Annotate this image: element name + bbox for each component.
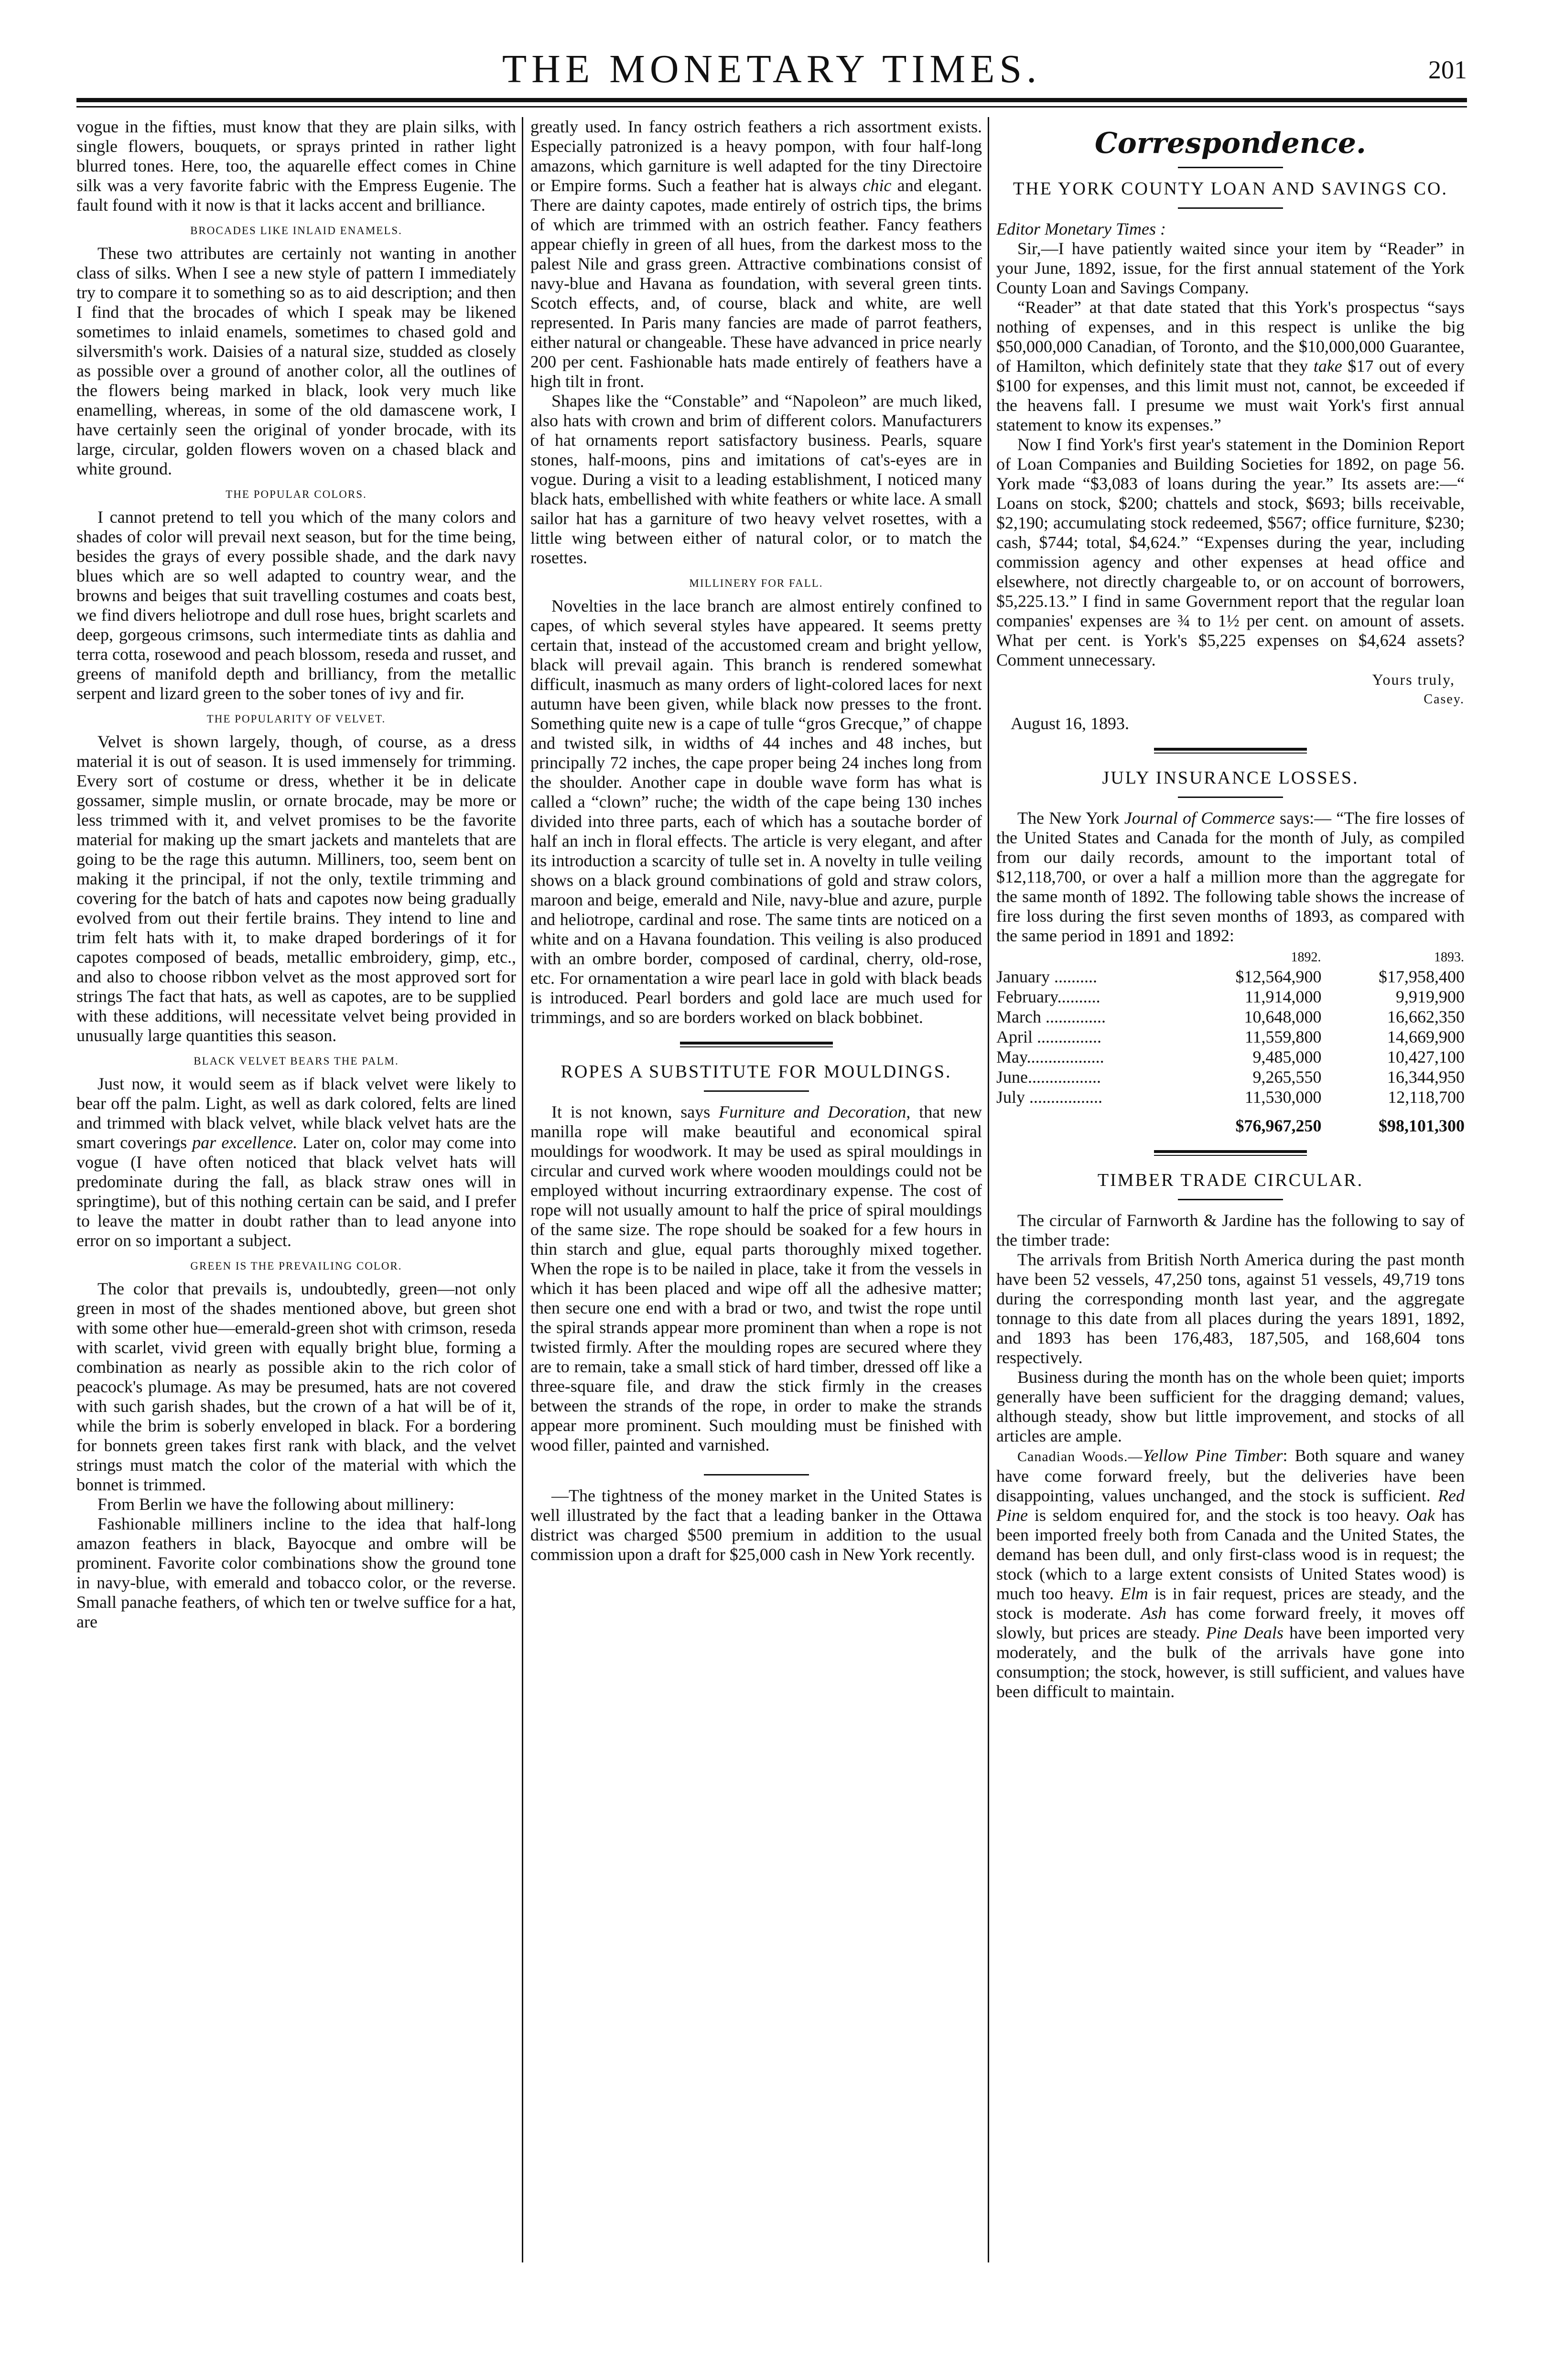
short-rule — [704, 1474, 809, 1475]
italic-run: take — [1313, 356, 1342, 376]
column-3 — [996, 117, 1465, 2361]
italic-run: Red Pine — [996, 1486, 1465, 1525]
correspondence-title: Correspondence. — [1095, 127, 1366, 160]
editor-line: Editor Monetary Times : — [996, 219, 1166, 238]
month-cell: March .............. — [996, 1007, 1106, 1026]
col3-paragraph: Business during the month has on the whole been quiet; imports generally have been sufficient for the dragging demand; values, although steady, show but little improvement, and stocks of all articles are ample. — [996, 1368, 1465, 1445]
col1-paragraph: The color that prevails is, undoubtedly, green—not only green in most of the shades mentioned above, but green shot with some other hue—emerald-green shot with crimson, reseda with scarlet, vivid green with equally bright blue, forming a combination as nearly as possible akin to the rich color of peacock's plumage. As may be presumed, hats are not covered with such garish shades, but the crown of a hat will be of it, while the brim is soberly enveloped in black. For a bordering for bonnets green takes first rank with black, and the velvet strings must match the color of the material with which the bonnet is trimmed. — [76, 1279, 516, 1494]
col2-paragraph: Novelties in the lace branch are almost entirely confined to capes, of which several styles have appeared. It seems pretty certain that, instead of the accustomed cream and bright yellow, black will prevail again. This branch is rendered somewhat difficult, inasmuch as many orders of light-colored laces for next autumn have been given, while black now presses to the front. Something quite new is a cape of tulle “gros Grecque,” of chappe and twisted silk, in widths of 44 inches and 48 inches, but principally 72 inches, the cape proper being 24 inches long from the shoulder. Another cape in double wave form has what is called a “clown” ruche; the width of the cape being 130 inches divided into three parts, each of which has a soutache border of half an inch in floral effects. The article is very elegant, and after its introduction a scarcity of tulle set in. A novelty in tulle veiling shows on a black ground combinations of gold and straw colors, maroon and beige, emerald and Nile, navy-blue and azure, purple and heliotrope, cardinal and rose. The same tints are noticed on a white and on a Havana foundation. This veiling is also produced with an ombre border, composed of cardinal, cherry, old-rose, etc. For ornamentation a wire pearl lace in gold with black beads is introduced. Pearl borders and gold lace are much used for trimmings, and so are borders worked on black bobbinet. — [530, 596, 982, 1027]
masthead — [76, 45, 1467, 93]
text-run: says:— “The fire losses of the United States and Canada for the month of July, as compiled from our daily records, amount to the important total of $12,118,700, or over a half a million more than the aggregate for the same month of 1892. The following table shows the increase of fire loss during the first seven months of 1893, as compared with the same period in 1891 and 1892: — [996, 808, 1465, 945]
italic-run: Oak — [1406, 1506, 1435, 1525]
amount-cell: $12,564,900 — [1235, 967, 1322, 986]
italic-run: Furniture and Decoration — [719, 1102, 906, 1121]
amount-cell: 9,265,550 — [1252, 1067, 1322, 1087]
table-row — [996, 1027, 1465, 1047]
italic-run: Pine Deals — [1206, 1623, 1283, 1642]
col3-paragraph — [996, 808, 1465, 946]
heading-ropes: ROPES A SUBSTITUTE FOR MOULDINGS. — [561, 1062, 952, 1082]
col2-paragraph — [530, 117, 982, 391]
amount-cell: $17,958,400 — [1379, 967, 1465, 986]
italic-run: Journal of Commerce — [1124, 808, 1275, 828]
table-total-row — [996, 1107, 1465, 1136]
table-row — [996, 967, 1465, 987]
column-divider-1 — [522, 117, 523, 2262]
subheading-black-velvet: BLACK VELVET BEARS THE PALM. — [194, 1055, 399, 1067]
col2-paragraph — [530, 1102, 982, 1455]
italic-run: Elm — [1120, 1584, 1148, 1603]
table-header — [996, 948, 1178, 967]
short-rule — [1178, 1199, 1283, 1200]
col1-paragraph: vogue in the fifties, must know that they are plain silks, with single flowers, bouquets, or sprays printed in rather light blurred tones. Here, too, the aquarelle effect comes in Chine silk was a very favorite fabric with the Empress Eugenie. The fault found with it now is that it lacks accent and brilliance. — [76, 117, 516, 215]
amount-cell: 11,914,000 — [1244, 987, 1322, 1006]
amount-cell: 16,344,950 — [1387, 1067, 1465, 1087]
col3-paragraph: Sir,—I have patiently waited since your item by “Reader” in your June, 1892, issue, for the first annual statement of the York County Loan and Savings Company. — [996, 239, 1465, 297]
short-rule — [1178, 797, 1283, 798]
table-row — [996, 1007, 1465, 1027]
total-cell: $98,101,300 — [1379, 1116, 1465, 1135]
short-rule — [1178, 207, 1283, 209]
italic-run: chic — [863, 176, 892, 195]
italic-run: Yellow Pine Timber — [1143, 1446, 1283, 1465]
text-run: is seldom enquired for, and the stock is too heavy. — [1027, 1506, 1407, 1525]
table-row — [996, 1047, 1465, 1067]
col1-paragraph: From Berlin we have the following about millinery: — [97, 1495, 454, 1514]
col3-paragraph — [996, 1446, 1465, 1702]
table-header: 1892. — [1291, 950, 1321, 965]
text-run: , that new manilla rope will make beautiful and economical spiral mouldings for woodwork. It may be used as spiral mouldings in circular and curved work where wooden mouldings could not be employed without incurring extraordinary expense. The cost of rope will not usually amount to half the price of spiral mouldings of the same size. The rope should be soaked for a few hours in thin starch and glue, equal parts thoroughly mixed together. When the rope is to be nailed in place, take it from the vessels in which it has been placed and wipe off all the adhesive matter; then secure one end with a brad or two, and twist the rope until the spiral strands appear more prominent than when a rope is not twisted firmly. After the moulding ropes are secured where they are to remain, take a small stick of hard timber, dressed off like a three-square file, and draw the stick firmly in the creases between the strands of the rope, in order to make the strands appear more prominent. Such moulding must be finished with wood filler, painted and varnished. — [530, 1102, 982, 1454]
month-cell: February.......... — [996, 987, 1100, 1006]
amount-cell: 10,427,100 — [1387, 1047, 1465, 1066]
subheading-velvet: THE POPULARITY OF VELVET. — [206, 713, 386, 725]
text-run: has come forward freely, it moves off slowly, but prices are steady. — [996, 1604, 1465, 1642]
subheading-green: GREEN IS THE PREVAILING COLOR. — [190, 1260, 402, 1272]
col3-paragraph: Now I find York's first year's statement in the Dominion Report of Loan Companies and Building Societies for 1892, on page 56. York made “$3,083 of loans during the year.” Its assets are:—“ Loans on stock, $200; chattels and stock, $693; bills receivable, $2,190; accumulating stock redeemed, $567; office furniture, $230; cash, $744; total, $4,624.” “Expenses during the year, including commission agency and other expenses at head office and elsewhere, not directly chargeable to, or on account of borrowers, $5,225.13.” I find in same Government report that the regular loan companies' expenses are ¾ to 1½ per cent. on amount of assets. What per cent. is York's $5,225 expenses on $4,624 assets? Comment unnecessary. — [996, 435, 1465, 669]
col1-paragraph — [76, 1074, 516, 1250]
col2-paragraph: Shapes like the “Constable” and “Napoleon” are much liked, also hats with crown and brim of different colors. Manufacturers of hat ornaments report satisfactory business. Pearls, square stones, half-moons, pins and imitations of cat's-eyes are in vogue. During a visit to a leading establishment, I noticed many black hats, embellished with white feathers or white lace. A small sailor hat has a garniture of two heavy velvet rosettes, with a little wing between either of natural color, or to match the rosettes. — [530, 391, 982, 567]
table-row — [996, 987, 1465, 1007]
amount-cell: 11,559,800 — [1244, 1027, 1322, 1046]
text-run: The New York — [1017, 808, 1124, 828]
text-run: is in fair request, prices are steady, and the stock is moderate. — [996, 1584, 1465, 1623]
text-run: It is not known, says — [551, 1102, 719, 1121]
text-run: Just now, it would seem as if black velvet were likely to bear off the palm. Light, as well as dark colored, felts are lined and trimmed with black velvet, while black velvet hats are the smart coverings — [76, 1074, 516, 1152]
amount-cell: 12,118,700 — [1388, 1088, 1465, 1107]
italic-run: par excellence. — [192, 1133, 298, 1152]
subheading-popular-colors: THE POPULAR COLORS. — [226, 488, 367, 500]
text-run: : Both square and waney have come forward freely, but the deliveries have been disappointing, values unchanged, and the stock is sufficient. — [996, 1446, 1465, 1505]
short-rule — [1178, 167, 1283, 168]
short-rule — [704, 1090, 809, 1092]
month-cell: April ............... — [996, 1027, 1101, 1046]
amount-cell: 16,662,350 — [1387, 1007, 1465, 1026]
text-run: Later on, color may come into vogue (I have often noticed that black velvet hats will predominate during the fall, as black straw ones will in springtime), but of this nothing certain can be said, and I prefer to leave the matter in doubt rather than to lead anyone into error on so important a subject. — [76, 1133, 516, 1250]
heading-insurance: JULY INSURANCE LOSSES. — [1102, 768, 1359, 788]
text-run: greatly used. In fancy ostrich feathers a rich assortment exists. Especially patronized is a heavy pompon, with four half-long amazons, which garniture is well adapted for the tiny Directoire or Empire forms. Such a feather hat is always — [530, 117, 982, 195]
text-run: “Reader” at that date stated that this York's prospectus “says nothing of expenses, and in this respect is unlike the big $50,000,000 Canadian, of Toronto, and the $10,000,000 Guarantee, of Hamilton, which definitely state that they — [996, 298, 1465, 376]
col3-paragraph: The arrivals from British North America during the past month have been 52 vessels, 47,250 tons, against 51 vessels, 49,719 tons during the corresponding month last year, and the aggregate tonnage to this date from all places during the years 1891, 1892, and 1893 has been 176,483, 187,505, and 168,604 tons respectively. — [996, 1250, 1465, 1367]
text-run: Canadian Woods.— — [1017, 1449, 1143, 1465]
subheading-millinery-fall: MILLINERY FOR FALL. — [689, 577, 823, 589]
column-divider-2 — [988, 117, 989, 2262]
col1-paragraph: I cannot pretend to tell you which of the many colors and shades of color will prevail next season, but for the time being, besides the grays of every possible shade, and the dark navy blues which are so well adapted to country wear, and the browns and beiges that suit travelling costumes and coats best, we find divers heliotrope and dull rose hues, bright scarlets and deep, gorgeous crimsons, such intermediate tints as dahlia and terra cotta, rosewood and peach blossom, reseda and russet, and greens of manifold depth and brilliancy, from the metallic serpent and lizard green to the sober tones of ivy and fir. — [76, 507, 516, 703]
heading-york-county: THE YORK COUNTY LOAN AND SAVINGS CO. — [1013, 179, 1448, 199]
total-cell — [996, 1107, 1178, 1136]
col3-paragraph: The circular of Farnworth & Jardine has the following to say of the timber trade: — [996, 1211, 1465, 1249]
month-cell: May.................. — [996, 1047, 1104, 1066]
col1-paragraph: Velvet is shown largely, though, of course, as a dress material it is out of season. It is used immensely for trimming. Every sort of costume or dress, whether it be in delicate gossamer, simple muslin, or ornate brocade, may be more or less trimmed with it, and velvet promises to be the favorite material for making up the smart jackets and mantelets that are going to be the rage this autumn. Milliners, too, seem bent on making it the principal, if not the only, textile trimming and covering for the batch of hats and capotes now being gradually evolved from out their fertile brains. They intend to line and trim felt hats with it, to make draped borderings of it for capotes composed of beads, metallic embroidery, gimp, etc., and also to choose ribbon velvet as the most approved sort for strings The fact that hats, as well as capotes, are to be supplied with these additions, will necessitate velvet being provided in unusually large quantities this season. — [76, 732, 516, 1045]
section-rule — [1154, 1150, 1307, 1156]
letter-date: August 16, 1893. — [1011, 714, 1130, 733]
col2-paragraph: —The tightness of the money market in the United States is well illustrated by the fact that a leading banker in the Ottawa district was charged $500 premium in addition to the usual commission upon a draft for $25,000 cash in New York recently. — [530, 1486, 982, 1564]
page-number: 201 — [1428, 55, 1467, 84]
heading-timber: TIMBER TRADE CIRCULAR. — [1097, 1170, 1364, 1190]
text-run: has been imported freely both from Canada and the United States, the demand has been dull, and only first-class wood is in request; the stock (which to a large extent consists of United States wood) is much too heavy. — [996, 1506, 1465, 1603]
month-cell: June................. — [996, 1067, 1101, 1087]
amount-cell: 10,648,000 — [1244, 1007, 1322, 1026]
amount-cell: 11,530,000 — [1244, 1088, 1322, 1107]
italic-run: Ash — [1141, 1604, 1167, 1623]
table-header: 1893. — [1434, 950, 1464, 965]
text-run: have been imported very moderately, and the bulk of the arrivals have gone into consumption; the stock, however, is still sufficient, and values have been difficult to maintain. — [996, 1623, 1465, 1701]
masthead-rule-thick — [76, 98, 1467, 102]
col1-paragraph: Fashionable milliners incline to the idea that half-long amazon feathers in black, Bayocque and ombre will be prominent. Favorite color combinations show the ground tone in navy-blue, with emerald and tobacco color, or the reverse. Small panache feathers, of which ten or twelve suffice for a hat, are — [76, 1514, 516, 1631]
signature: Casey. — [1424, 692, 1465, 707]
closing: Yours truly, — [1372, 671, 1455, 688]
total-cell: $76,967,250 — [1235, 1116, 1322, 1135]
masthead-rule-thin — [76, 106, 1467, 108]
newspaper-title: THE MONETARY TIMES. — [502, 47, 1042, 91]
subheading-brocades: BROCADES LIKE INLAID ENAMELS. — [190, 225, 402, 237]
table-row — [996, 1067, 1465, 1087]
col1-paragraph: These two attributes are certainly not wanting in another class of silks. When I see a new style of pattern I immediately try to compare it to something so as to aid description; and then I find that the brocades of which I speak may be likened sometimes to inlaid enamels, sometimes to chased gold and silversmith's work. Daisies of a natural size, studded as closely as possible over a ground of another color, all the outlines of the flowers being marked in black, look very much like enamelling, whereas, in some of the old damascene work, I have certainly seen the original of yonder brocade, with its large, circular, golden flowers woven on a chased black and white ground. — [76, 244, 516, 478]
text-run: and elegant. There are dainty capotes, made entirely of ostrich tips, the brims of which are trimmed with an ostrich feather. Fancy feathers appear chiefly in green of all hues, from the darkest moss to the palest Nile and grass green. Attractive combinations consist of navy-blue and Havana as foundation, with several green tints. Scotch effects, and, of course, black and white, are well represented. In Paris many fancies are made of parrot feathers, either natural or changeable. These have advanced in price nearly 200 per cent. Fashionable hats made entirely of feathers have a high tilt in front. — [530, 176, 982, 391]
col3-paragraph — [996, 298, 1465, 435]
column-2 — [530, 117, 982, 2361]
month-cell: July ................. — [996, 1088, 1103, 1107]
amount-cell: 9,919,900 — [1396, 987, 1465, 1006]
column-1 — [76, 117, 516, 2361]
table-row — [996, 1087, 1465, 1107]
text-run: $17 out of every $100 for expenses, and this limit must not, cannot, be exceeded if the heavens fall. I presume we must wait York's first annual statement to know its expenses.” — [996, 356, 1465, 434]
table-header-row — [996, 948, 1465, 967]
amount-cell: 14,669,900 — [1387, 1027, 1465, 1046]
section-rule — [1154, 748, 1307, 754]
amount-cell: 9,485,000 — [1252, 1047, 1322, 1066]
section-rule — [680, 1042, 833, 1047]
month-cell: January .......... — [996, 967, 1097, 986]
fire-loss-table — [996, 948, 1465, 1136]
